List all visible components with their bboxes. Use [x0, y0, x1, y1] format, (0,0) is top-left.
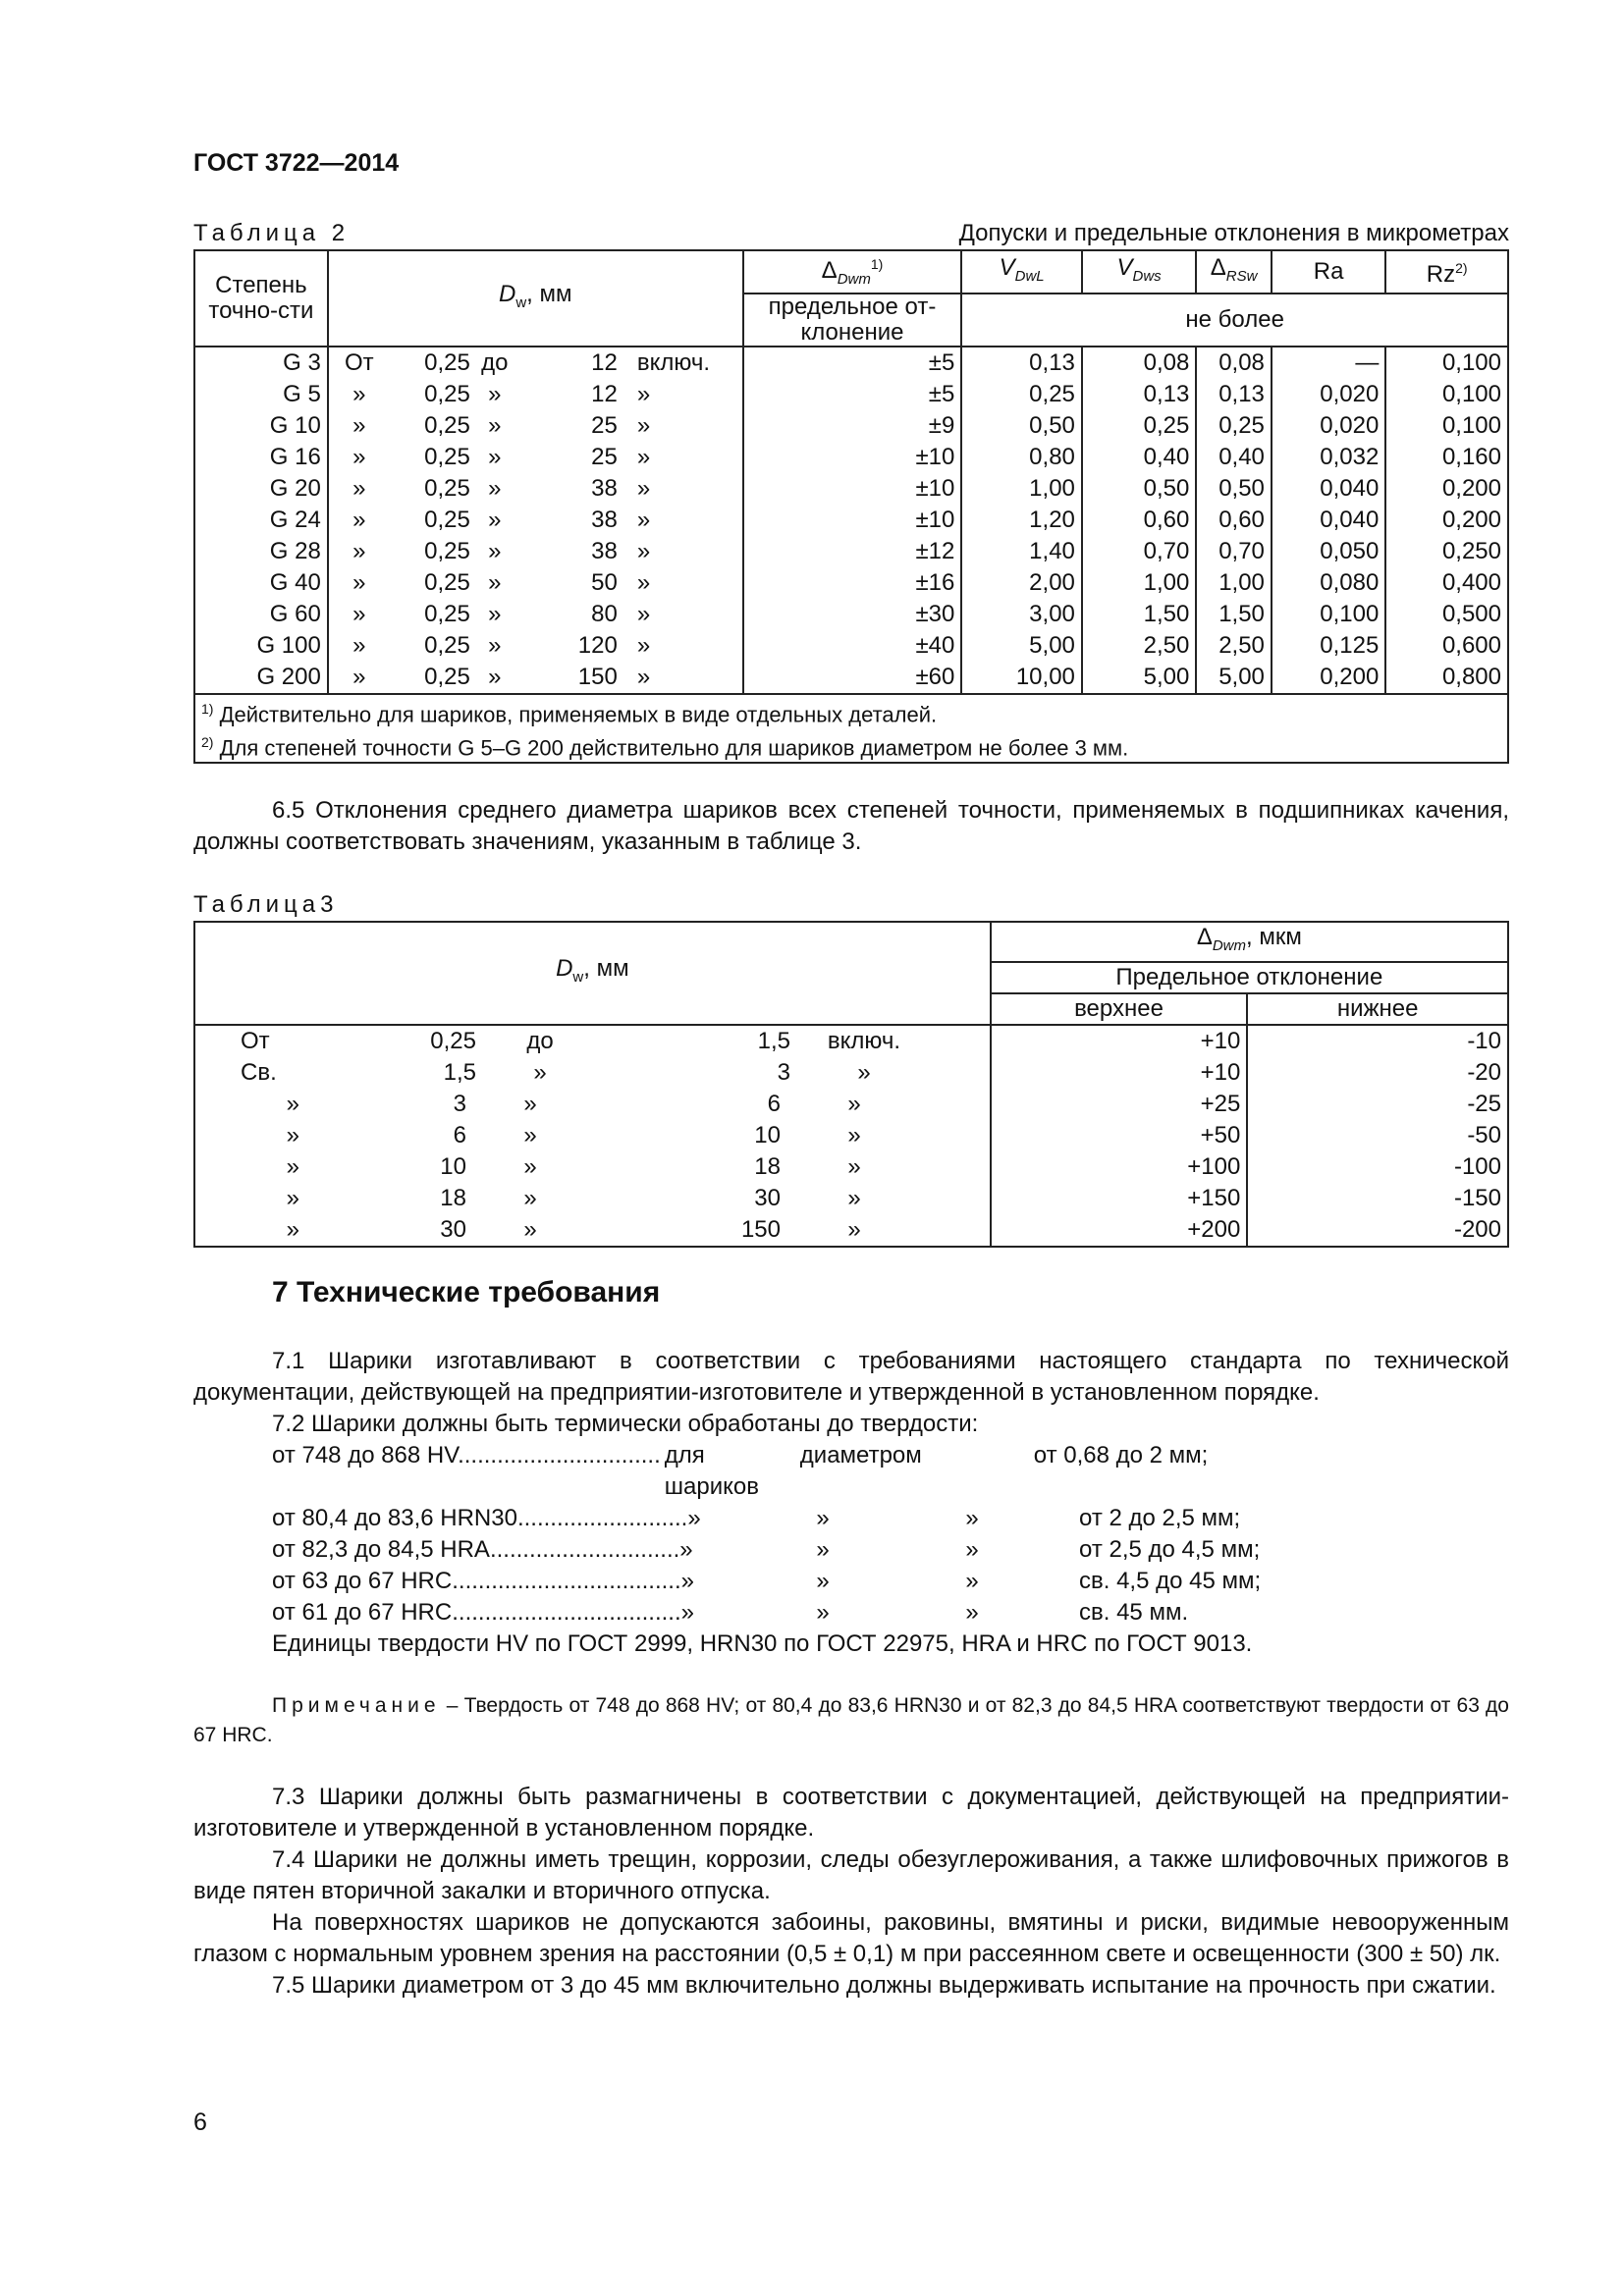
table2-cell-ra: 0,080: [1272, 567, 1385, 599]
table2-dw-do: »: [488, 411, 502, 439]
table3-cell-low: -200: [1247, 1214, 1508, 1247]
table2-cell-g: G 200: [194, 662, 328, 694]
table2-cell-dw-range: [328, 505, 743, 536]
list-item: [272, 1503, 1509, 1534]
table-row: [194, 662, 1508, 694]
table2-dw-do: »: [488, 663, 502, 690]
table2-footnote-1: $^{1)}$ Действительно для шариков, применяемых в виде отдельных деталей.: [201, 700, 938, 727]
table3-dw-p: Св.: [241, 1059, 277, 1087]
table2-dw-to: 80: [591, 600, 618, 627]
table3-cell-up: +10: [991, 1025, 1248, 1057]
table2-cell-dw-range: [328, 630, 743, 662]
table2-dw-from: 0,25: [424, 380, 470, 407]
table3-dw-s: »: [847, 1122, 861, 1149]
table-row: [194, 1025, 1508, 1057]
table2-dw-p: »: [352, 411, 366, 439]
table2-cell-vdwl: 1,40: [961, 536, 1082, 567]
table2-cell-ra: 0,040: [1272, 505, 1385, 536]
table2-dw-do: »: [488, 380, 502, 407]
table2-cell-dev: ±10: [743, 442, 962, 473]
table3-cell-low: -50: [1247, 1120, 1508, 1151]
table2-cell-vdwl: 3,00: [961, 599, 1082, 630]
table-row: [194, 410, 1508, 442]
table2-header-dw: $D_w$, мм: [328, 250, 743, 347]
table2-cell-drsw: 2,50: [1196, 630, 1272, 662]
table2-cell-vdws: 1,50: [1082, 599, 1196, 630]
table2-cell-vdws: 2,50: [1082, 630, 1196, 662]
list-item: [272, 1534, 1509, 1566]
table2-cell-dw-range: [328, 599, 743, 630]
hardness-range: [272, 1503, 753, 1534]
table2-cell-ra: 0,100: [1272, 599, 1385, 630]
table2-dw-do: »: [488, 568, 502, 596]
table2-dw-from: 0,25: [424, 663, 470, 690]
table3-cell-dw-range: [194, 1214, 991, 1247]
table2-dw-p: »: [352, 380, 366, 407]
table3-dw-to: 3: [777, 1059, 790, 1087]
table3-dw-to: 18: [754, 1153, 781, 1181]
table2-header-delta-dwm: $\Delta_{Dwm}^{1)}$: [743, 250, 962, 294]
table3: [193, 921, 1509, 1248]
table2-cell-g: G 5: [194, 379, 328, 410]
table2-footnotes: [194, 694, 1508, 764]
table2-cell-g: G 16: [194, 442, 328, 473]
table2-dw-to: 38: [591, 506, 618, 533]
table3-cell-up: +50: [991, 1120, 1248, 1151]
table2-dw-s: »: [636, 631, 651, 659]
table3-dw-do: »: [523, 1216, 537, 1244]
table3-dw-from: 1,5: [443, 1059, 476, 1087]
table2-cell-vdwl: 0,80: [961, 442, 1082, 473]
table2-header-drsw: $\Delta_{RSw}$: [1196, 250, 1272, 294]
document-page: [193, 147, 1509, 2002]
table-row: [194, 347, 1508, 379]
table2-dw-s: »: [636, 411, 651, 439]
table2-cell-vdwl: 0,13: [961, 347, 1082, 379]
table2-cell-vdwl: 1,00: [961, 473, 1082, 505]
hardness-b: »: [816, 1599, 830, 1627]
table2-dw-do: »: [488, 443, 502, 470]
table3-caption: Таблица3: [193, 891, 339, 919]
table3-header-lower: нижнее: [1247, 993, 1508, 1025]
table2-cell-dw-range: [328, 347, 743, 379]
table3-dw-to: 150: [740, 1216, 781, 1244]
hardness-range: [272, 1597, 753, 1629]
table2-dw-to: 50: [591, 568, 618, 596]
hardness-units: Единицы твердости HV по ГОСТ 2999, HRN30 по ГОСТ 22975, HRA и HRC по ГОСТ 9013.: [272, 1630, 1253, 1658]
table3-cell-low: -150: [1247, 1183, 1508, 1214]
table3-dw-from: 0,25: [430, 1028, 476, 1055]
table3-dw-to: 10: [754, 1122, 781, 1149]
hardness-value: от 61 до 67 HRC: [272, 1599, 453, 1627]
table3-cell-low: -20: [1247, 1057, 1508, 1089]
hardness-b: »: [816, 1505, 830, 1532]
table3-dw-s: включ.: [827, 1028, 901, 1055]
table2-cell-dw-range: [328, 442, 743, 473]
table3-dw-p: »: [286, 1185, 299, 1212]
paragraph-7-2: 7.2 Шарики должны быть термически обработаны до твердости:: [272, 1411, 979, 1438]
table2-cell-ra: 0,020: [1272, 379, 1385, 410]
table2-cell-ra: 0,125: [1272, 630, 1385, 662]
table2-cell-rz: 0,100: [1385, 379, 1508, 410]
table-row: [194, 505, 1508, 536]
table2-dw-p: »: [352, 663, 366, 690]
table2-cell-drsw: 1,50: [1196, 599, 1272, 630]
table-row: [194, 379, 1508, 410]
table2-cell-vdwl: 0,50: [961, 410, 1082, 442]
document-header: ГОСТ 3722—2014: [193, 149, 400, 177]
table2-dw-do: до: [481, 348, 509, 376]
table2-dw-from: 0,25: [424, 474, 470, 502]
table2-dw-s: »: [636, 443, 651, 470]
table3-dw-s: »: [857, 1059, 871, 1087]
section-7-title: 7 Технические требования: [272, 1276, 661, 1309]
table2-cell-dev: ±9: [743, 410, 962, 442]
hardness-leader: ..........................»: [516, 1505, 701, 1532]
table3-dw-do: »: [533, 1059, 547, 1087]
table2-dw-p: »: [352, 568, 366, 596]
table2-cell-g: G 24: [194, 505, 328, 536]
table2-dw-from: 0,25: [424, 506, 470, 533]
table2-dw-s: включ.: [636, 348, 710, 376]
table2-dw-p: »: [352, 506, 366, 533]
table2-dw-to: 25: [591, 411, 618, 439]
table2-cell-rz: 0,100: [1385, 347, 1508, 379]
paragraph-7-5: 7.5 Шарики диаметром от 3 до 45 мм включительно должны выдерживать испытание на прочность при сжатии.: [272, 1972, 1496, 2000]
table2-header-ne-bolee: не более: [961, 294, 1508, 347]
paragraph-7-1: 7.1 Шарики изготавливают в соответствии с требованиями настоящего стандарта по технической документации, действующей на предприятии-изготовителе и утвержденной в установленном порядке.: [193, 1348, 1509, 1407]
table2-dw-p: »: [352, 537, 366, 564]
table2-cell-vdws: 1,00: [1082, 567, 1196, 599]
table2-dw-to: 120: [577, 631, 618, 659]
table2-dw-to: 25: [591, 443, 618, 470]
table2-cell-dev: ±60: [743, 662, 962, 694]
table3-dw-do: »: [523, 1091, 537, 1118]
table3-dw-from: 3: [453, 1091, 466, 1118]
table2-dw-from: 0,25: [424, 537, 470, 564]
table-row: [194, 1057, 1508, 1089]
hardness-leader: .............................»: [489, 1536, 693, 1564]
table3-header-dw: $D_w$, мм: [194, 922, 991, 1025]
table3-cell-dw-range: [194, 1057, 991, 1089]
table2-cell-rz: 0,500: [1385, 599, 1508, 630]
table2-cell-dw-range: [328, 662, 743, 694]
hardness-d: от 2 до 2,5 мм;: [1079, 1505, 1241, 1532]
table2-cell-g: G 20: [194, 473, 328, 505]
table3-dw-from: 10: [440, 1153, 466, 1181]
table2-header-ra: Ra: [1272, 250, 1385, 294]
table3-dw-to: 30: [754, 1185, 781, 1212]
table3-cell-low: -25: [1247, 1089, 1508, 1120]
hardness-range: [272, 1566, 753, 1597]
table2-cell-dev: ±30: [743, 599, 962, 630]
table3-cell-dw-range: [194, 1120, 991, 1151]
table2-cell-ra: 0,050: [1272, 536, 1385, 567]
table2-dw-from: 0,25: [424, 600, 470, 627]
table2-cell-g: G 100: [194, 630, 328, 662]
table2-cell-vdws: 0,08: [1082, 347, 1196, 379]
table2-cell-vdws: 0,25: [1082, 410, 1196, 442]
table-row: [194, 567, 1508, 599]
table2-cell-vdwl: 2,00: [961, 567, 1082, 599]
table2-cell-vdws: 0,60: [1082, 505, 1196, 536]
table2-dw-do: »: [488, 474, 502, 502]
table2-cell-dev: ±40: [743, 630, 962, 662]
hardness-c: »: [965, 1505, 979, 1532]
hardness-leader: ...................................»: [452, 1568, 694, 1595]
hardness-range: [272, 1440, 661, 1503]
table2-cell-rz: 0,600: [1385, 630, 1508, 662]
table3-caption-row: [193, 889, 1509, 921]
table2-dw-p: »: [352, 600, 366, 627]
hardness-d: св. 4,5 до 45 мм;: [1079, 1568, 1262, 1595]
table2-cell-g: G 40: [194, 567, 328, 599]
list-item: [272, 1566, 1509, 1597]
table2-cell-drsw: 0,25: [1196, 410, 1272, 442]
table3-dw-to: 6: [767, 1091, 781, 1118]
table3-dw-s: »: [847, 1153, 861, 1181]
table2-cell-drsw: 5,00: [1196, 662, 1272, 694]
table2-cell-dev: ±5: [743, 379, 962, 410]
table3-dw-to: 1,5: [757, 1028, 790, 1055]
table3-cell-up: +100: [991, 1151, 1248, 1183]
table2-dw-to: 38: [591, 474, 618, 502]
table2-cell-dev: ±16: [743, 567, 962, 599]
table-row: [194, 1183, 1508, 1214]
table3-cell-low: -100: [1247, 1151, 1508, 1183]
table2-cell-ra: 0,020: [1272, 410, 1385, 442]
table2-dw-s: »: [636, 474, 651, 502]
table2-dw-do: »: [488, 506, 502, 533]
table2-cell-g: G 60: [194, 599, 328, 630]
paragraph-6-5: 6.5 Отклонения среднего диаметра шариков всех степеней точности, применяемых в подшипниках качения, должны соответствовать значениям, указанным в таблице 3.: [193, 797, 1509, 856]
paragraph-7-3: 7.3 Шарики должны быть размагничены в соответствии с документацией, действующей на предприятии-изготовителе и утвержденной в установленном порядке.: [193, 1784, 1509, 1842]
table2-dw-s: »: [636, 600, 651, 627]
table3-header-upper: верхнее: [991, 993, 1248, 1025]
hardness-c: »: [965, 1599, 979, 1627]
hardness-b: для шариков: [664, 1442, 760, 1501]
table3-dw-do: »: [523, 1185, 537, 1212]
table2-cell-drsw: 0,60: [1196, 505, 1272, 536]
table2-cell-ra: —: [1272, 347, 1385, 379]
table2-cell-dw-range: [328, 379, 743, 410]
table2-dw-to: 38: [591, 537, 618, 564]
paragraph-7-4-b: На поверхностях шариков не допускаются забоины, раковины, вмятины и риски, видимые невооруженным глазом с нормальным уровнем зрения на расстоянии (0,5 ± 0,1) м при рассеянном свете и освещенности (300 ± 50) лк.: [193, 1909, 1509, 1968]
table3-cell-dw-range: [194, 1183, 991, 1214]
table2-header-rz: Rz$^{2)}$: [1385, 250, 1508, 294]
table3-dw-p: От: [241, 1028, 270, 1055]
note-text: – Твердость от 748 до 868 HV; от 80,4 до 83,6 HRN30 и от 82,3 до 84,5 HRA соответствуют твердости от 63 до 67 HRC.: [193, 1694, 1509, 1747]
table2-dw-s: »: [636, 537, 651, 564]
hardness-d: от 0,68 до 2 мм;: [1033, 1442, 1209, 1469]
table2-cell-vdws: 0,40: [1082, 442, 1196, 473]
table2-cell-drsw: 0,40: [1196, 442, 1272, 473]
table2-cell-rz: 0,200: [1385, 505, 1508, 536]
hardness-c: »: [965, 1536, 979, 1564]
table2-dw-from: 0,25: [424, 348, 470, 376]
table2-caption-row: [193, 218, 1509, 249]
table2-cell-vdws: 0,13: [1082, 379, 1196, 410]
table-row: [194, 442, 1508, 473]
table2-dw-p: »: [352, 631, 366, 659]
table2-cell-vdwl: 0,25: [961, 379, 1082, 410]
table3-header-pred: Предельное отклонение: [991, 962, 1508, 993]
table3-dw-do: »: [523, 1122, 537, 1149]
table3-dw-from: 30: [440, 1216, 466, 1244]
table3-dw-p: »: [286, 1091, 299, 1118]
table3-dw-s: »: [847, 1185, 861, 1212]
list-item: [272, 1440, 1509, 1503]
table2-header-vdwl: $V_{DwL}$: [961, 250, 1082, 294]
hardness-b: »: [816, 1568, 830, 1595]
table2-caption-right: Допуски и предельные отклонения в микрометрах: [958, 220, 1509, 246]
table2-header-degree: Степень точно-сти: [194, 250, 328, 347]
hardness-range: [272, 1534, 753, 1566]
table2-cell-drsw: 1,00: [1196, 567, 1272, 599]
table3-dw-do: до: [526, 1028, 554, 1055]
table-row: [194, 630, 1508, 662]
table2-cell-vdwl: 5,00: [961, 630, 1082, 662]
hardness-d: св. 45 мм.: [1079, 1599, 1189, 1627]
table-row: [194, 473, 1508, 505]
table2-cell-rz: 0,160: [1385, 442, 1508, 473]
table2-cell-rz: 0,100: [1385, 410, 1508, 442]
table2-cell-drsw: 0,70: [1196, 536, 1272, 567]
table2-dw-from: 0,25: [424, 631, 470, 659]
table2-cell-g: G 10: [194, 410, 328, 442]
table2-cell-rz: 0,400: [1385, 567, 1508, 599]
table-row: [194, 1089, 1508, 1120]
table-row: [194, 599, 1508, 630]
table2-dw-p: От: [344, 348, 374, 376]
table3-header-delta: $\Delta_{Dwm}$, мкм: [991, 922, 1508, 962]
table2: [193, 249, 1509, 764]
table2-cell-ra: 0,200: [1272, 662, 1385, 694]
table2-cell-dw-range: [328, 473, 743, 505]
table2-dw-p: »: [352, 443, 366, 470]
table2-dw-to: 12: [591, 380, 618, 407]
table2-cell-g: G 3: [194, 347, 328, 379]
table3-cell-up: +10: [991, 1057, 1248, 1089]
hardness-value: от 748 до 868 HV: [272, 1442, 459, 1469]
table2-cell-dev: ±10: [743, 473, 962, 505]
table2-cell-g: G 28: [194, 536, 328, 567]
table2-cell-dw-range: [328, 410, 743, 442]
table2-cell-ra: 0,040: [1272, 473, 1385, 505]
table2-cell-vdws: 0,50: [1082, 473, 1196, 505]
table2-cell-dw-range: [328, 536, 743, 567]
table2-cell-rz: 0,250: [1385, 536, 1508, 567]
table2-dw-p: »: [352, 474, 366, 502]
table-row: [194, 536, 1508, 567]
note: [193, 1691, 1509, 1750]
table2-cell-rz: 0,800: [1385, 662, 1508, 694]
table3-cell-dw-range: [194, 1089, 991, 1120]
hardness-value: от 80,4 до 83,6 HRN30: [272, 1505, 517, 1532]
table3-dw-p: »: [286, 1122, 299, 1149]
table2-cell-vdws: 0,70: [1082, 536, 1196, 567]
table3-dw-from: 6: [453, 1122, 466, 1149]
table2-caption: Таблица 2: [193, 220, 351, 246]
table3-dw-do: »: [523, 1153, 537, 1181]
hardness-value: от 82,3 до 84,5 HRA: [272, 1536, 490, 1564]
table2-dw-from: 0,25: [424, 443, 470, 470]
table2-dw-do: »: [488, 600, 502, 627]
table2-cell-drsw: 0,50: [1196, 473, 1272, 505]
table2-cell-ra: 0,032: [1272, 442, 1385, 473]
table2-cell-dev: ±12: [743, 536, 962, 567]
table-row: [194, 1214, 1508, 1247]
table2-cell-vdwl: 10,00: [961, 662, 1082, 694]
table2-cell-drsw: 0,13: [1196, 379, 1272, 410]
table3-cell-up: +150: [991, 1183, 1248, 1214]
table3-cell-dw-range: [194, 1151, 991, 1183]
table2-cell-drsw: 0,08: [1196, 347, 1272, 379]
hardness-leader: ...............................: [458, 1442, 661, 1469]
hardness-list: [272, 1440, 1509, 1629]
note-label: Примечание: [272, 1694, 441, 1718]
table2-dw-s: »: [636, 663, 651, 690]
table2-dw-do: »: [488, 631, 502, 659]
table2-cell-rz: 0,200: [1385, 473, 1508, 505]
table3-cell-low: -10: [1247, 1025, 1508, 1057]
table2-dw-to: 150: [577, 663, 618, 690]
hardness-b: »: [816, 1536, 830, 1564]
page-number: 6: [193, 2109, 207, 2136]
table3-dw-s: »: [847, 1216, 861, 1244]
hardness-c: »: [965, 1568, 979, 1595]
table3-dw-p: »: [286, 1216, 299, 1244]
table2-cell-vdwl: 1,20: [961, 505, 1082, 536]
hardness-d: от 2,5 до 4,5 мм;: [1079, 1536, 1261, 1564]
table2-dw-s: »: [636, 380, 651, 407]
table-row: [194, 1151, 1508, 1183]
table2-dw-from: 0,25: [424, 568, 470, 596]
table2-dw-from: 0,25: [424, 411, 470, 439]
table2-dw-do: »: [488, 537, 502, 564]
table-row: [194, 1120, 1508, 1151]
table2-cell-vdws: 5,00: [1082, 662, 1196, 694]
table2-header-vdws: $V_{Dws}$: [1082, 250, 1196, 294]
table2-footnote-2: $^{2)}$ Для степеней точности G 5–G 200 действительно для шариков диаметром не более 3 мм.: [201, 734, 1129, 761]
hardness-leader: ...................................»: [452, 1599, 694, 1627]
hardness-value: от 63 до 67 HRC: [272, 1568, 453, 1595]
table3-dw-s: »: [847, 1091, 861, 1118]
table2-cell-dev: ±5: [743, 347, 962, 379]
table3-cell-up: +25: [991, 1089, 1248, 1120]
paragraph-7-4: 7.4 Шарики не должны иметь трещин, коррозии, следы обезуглероживания, а также шлифовочных прижогов в виде пятен вторичной закалки и вторичного отпуска.: [193, 1846, 1509, 1905]
table2-dw-to: 12: [591, 348, 618, 376]
table2-dw-s: »: [636, 506, 651, 533]
table2-header-pred: предельное от-клонение: [743, 294, 962, 347]
table3-dw-p: »: [286, 1153, 299, 1181]
table2-cell-dev: ±10: [743, 505, 962, 536]
table2-cell-dw-range: [328, 567, 743, 599]
table3-cell-dw-range: [194, 1025, 991, 1057]
table3-cell-up: +200: [991, 1214, 1248, 1247]
hardness-c: диаметром: [799, 1442, 922, 1469]
list-item: [272, 1597, 1509, 1629]
table3-dw-from: 18: [440, 1185, 466, 1212]
table2-dw-s: »: [636, 568, 651, 596]
